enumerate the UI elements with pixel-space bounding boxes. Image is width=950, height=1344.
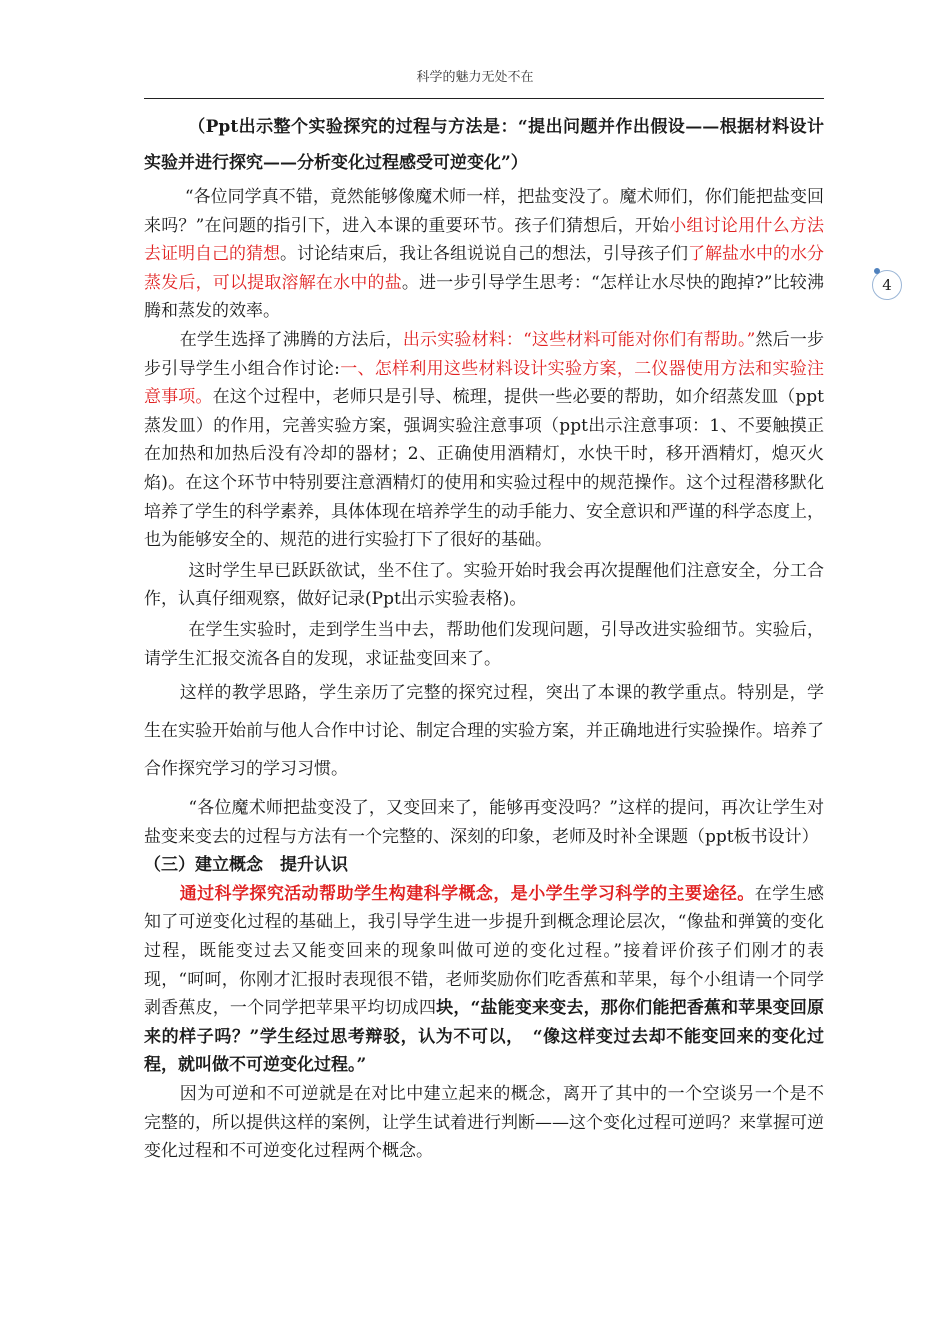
highlight-irreversible: 块，“盐能变来变去，那你们能把香蕉和苹果变回原来的样子吗？”学生经过思考辩驳，认为不可以， “像这样变过去却不能变回来的变化过程，就叫做不可逆变化过程。” — [144, 998, 825, 1076]
highlight-main-approach: 通过科学探究活动帮助学生构建科学概念，是小学生学习科学的主要途径。 — [179, 883, 755, 904]
highlight-discussion-topics: 一、怎样利用这些材料设计实验方案，二仪器使用方法和实验注意事项。 — [144, 358, 824, 408]
badge-dot — [874, 268, 880, 274]
paragraph-build-concept: 通过科学探究活动帮助学生构建科学概念，是小学生学习科学的主要途径。在学生感知了可逆变化过程的基础上，我引导学生进一步提升到概念理论层次，“像盐和弹簧的变化过程，既能变过去又能变回来的现象叫做可逆的变化过程。”接着评价孩子们刚才的表现，“呵呵，你刚才汇报时表现很不错，老师奖励你们吃香蕉和苹果，每个小组请一个同学剥香蕉皮，一个同学把苹果平均切成四块，“盐能变来变去，那你们能把香蕉和苹果变回原来的样子吗？”学生经过思考辩驳，认为不可以， “像这样变过去却不能变回来的变化过程，就叫做不可逆变化过程。” — [144, 883, 825, 1076]
paragraph-teaching-approach: 这样的教学思路，学生亲历了完整的探究过程，突出了本课的教学重点。特别是，学生在实验开始前与他人合作中讨论、制定合理的实验方案，并正确地进行实验操作。培养了合作探究学习的学习习惯。 — [144, 683, 824, 780]
page-number: 4 — [882, 276, 892, 294]
page-number-badge — [872, 270, 902, 300]
paragraph-magician-question: “各位同学真不错，竟然能够像魔术师一样，把盐变没了。魔术师们，你们能把盐变回来吗？”在问题的指引下，进入本课的重要环节。孩子们猜想后，开始小组讨论用什么方法去证明自己的猜想。讨论结束后，我让各组说说自己的想法，引导孩子们了解盐水中的水分蒸发后，可以提取溶解在水中的盐。进一步引导学生思考：“怎样让水尽快的跑掉?”比较沸腾和蒸发的效率。 — [144, 187, 825, 322]
running-header: 科学的魅力无处不在 — [416, 70, 534, 85]
header-rule — [144, 98, 824, 99]
paragraph-magic-again: “各位魔术师把盐变没了，又变回来了，能够再变没吗？”这样的提问，再次让学生对盐变来变去的过程与方法有一个完整的、深刻的印象，老师及时补全课题（ppt板书设计） — [144, 798, 824, 847]
paragraph-eager-students: 这时学生早已跃跃欲试，坐不住了。实验开始时我会再次提醒他们注意安全，分工合作，认真仔细观察，做好记录(Ppt出示实验表格)。 — [144, 560, 824, 610]
section-heading-3: （三）建立概念 提升认识 — [144, 855, 348, 876]
highlight-materials: 出示实验材料：“这些材料可能对你们有帮助。” — [402, 329, 756, 350]
document-body — [144, 110, 824, 1166]
paragraph-students-experiment: 在学生实验时，走到学生当中去，帮助他们发现问题，引导改进实验细节。实验后，请学生汇报交流各自的发现，求证盐变回来了。 — [144, 619, 824, 669]
highlight-evaporation: 了解盐水中的水分蒸发后，可以提取溶解在水中的盐 — [144, 244, 824, 293]
highlight-group-discussion: 小组讨论用什么方法去证明自己的猜想 — [144, 215, 824, 265]
paragraph-process-summary: （Ppt出示整个实验探究的过程与方法是：“提出问题并作出假设——根据材料设计实验并进行探究——分析变化过程感受可逆变化”） — [144, 117, 824, 173]
paragraph-comparison: 因为可逆和不可逆就是在对比中建立起来的概念，离开了其中的一个空谈另一个是不完整的，所以提供这样的案例，让学生试着进行判断——这个变化过程可逆吗？来掌握可逆变化过程和不可逆变化过程两个概念。 — [144, 1084, 824, 1162]
paragraph-experiment-materials: 在学生选择了沸腾的方法后，出示实验材料：“这些材料可能对你们有帮助。”然后一步步引导学生小组合作讨论:一、怎样利用这些材料设计实验方案，二仪器使用方法和实验注意事项。在这个过程中，老师只是引导、梳理，提供一些必要的帮助，如介绍蒸发皿（ppt蒸发皿）的作用，完善实验方案，强调实验注意事项（ppt出示注意事项：1、不要触摸正在加热和加热后没有冷却的器材；2、正确使用酒精灯，水快干时，移开酒精灯，熄灭火焰)。在这个环节中特别要注意酒精灯的使用和实验过程中的规范操作。这个过程潜移默化培养了学生的科学素养，具体体现在培养学生的动手能力、安全意识和严谨的科学态度上，也为能够安全的、规范的进行实验打下了很好的基础。 — [144, 329, 825, 551]
